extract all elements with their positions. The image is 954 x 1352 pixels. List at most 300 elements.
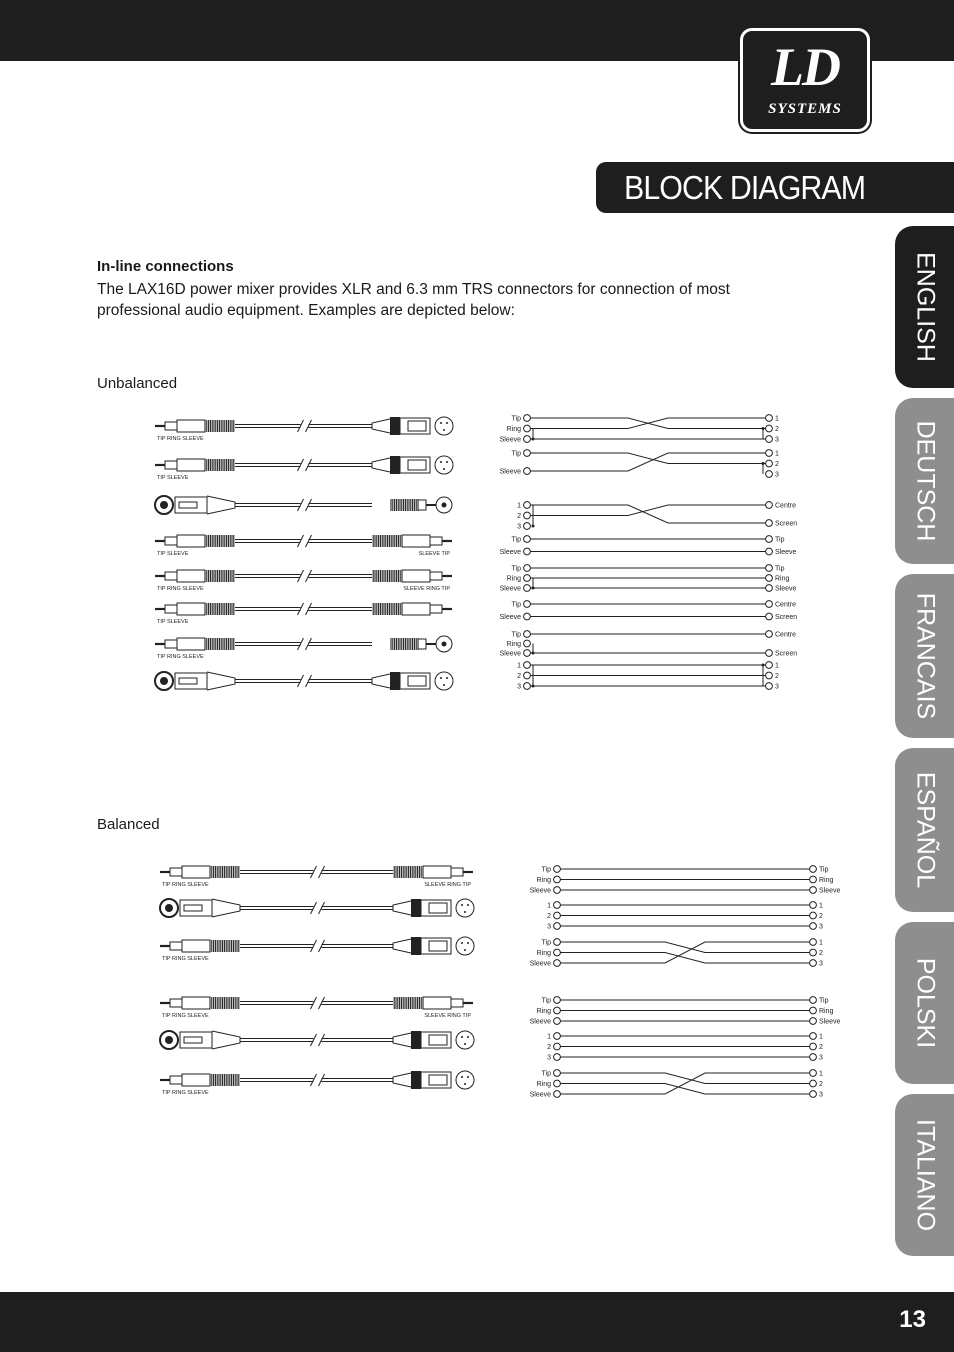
cable-break — [298, 638, 312, 650]
wiring-left-label: 2 — [547, 913, 551, 920]
wiring-right-label: 2 — [775, 426, 779, 433]
wiring-left-label: Sleeve — [499, 549, 521, 556]
xlr-pin — [467, 942, 469, 944]
xlr-pin — [467, 904, 469, 906]
xlr-pin — [461, 1076, 463, 1078]
cable-wire — [240, 907, 314, 910]
cable-wire — [235, 464, 301, 467]
xlr-male-boot — [393, 1073, 411, 1087]
wiring-left-label: 3 — [517, 683, 521, 691]
wiring-node — [524, 536, 531, 543]
jack-shaft — [165, 461, 177, 469]
jack-collar — [182, 1074, 210, 1086]
xlr-male-boot — [393, 1033, 411, 1047]
wiring-right-label: 2 — [819, 1081, 823, 1088]
wiring-line — [530, 418, 765, 429]
jack-shaft — [165, 640, 177, 648]
wiring-node — [524, 502, 531, 509]
wiring-line — [530, 453, 765, 464]
wiring-left-label: Sleeve — [499, 468, 521, 476]
jack-shaft — [170, 1076, 182, 1084]
xlr-male-latch — [429, 941, 447, 951]
wiring-node — [766, 425, 773, 432]
cable-wire — [322, 1002, 394, 1005]
wiring-node — [810, 1043, 817, 1050]
cable-left-label: TIP RING SLEEVE — [162, 956, 209, 962]
wiring-right-label: 2 — [775, 461, 779, 468]
jack-collar — [402, 535, 430, 547]
wiring-unbalanced-2 — [500, 450, 779, 479]
cable-left-label: TIP SLEEVE — [157, 475, 189, 481]
wiring-node — [554, 1070, 561, 1077]
wiring-node — [810, 1033, 817, 1040]
xlr-pin — [446, 422, 448, 424]
wiring-node — [810, 1054, 817, 1061]
tab-polski[interactable] — [895, 922, 954, 1084]
xlr-female-boot — [207, 672, 235, 690]
xlr-pin — [440, 422, 442, 424]
wiring-node — [810, 1091, 817, 1098]
wiring-node — [524, 585, 531, 592]
wiring-node — [810, 866, 817, 873]
cable-wire — [309, 643, 373, 646]
wiring-left-label: Sleeve — [529, 887, 551, 895]
wiring-node — [524, 468, 531, 475]
xlr-male-latch — [429, 1035, 447, 1045]
tab-francais[interactable] — [895, 574, 954, 738]
rca-collar — [418, 639, 426, 649]
wiring-junction — [762, 664, 765, 667]
xlr-male-grip — [390, 456, 400, 474]
xlr-female-socket — [165, 1036, 173, 1044]
wiring-balanced-1 — [530, 866, 841, 895]
xlr-female-face — [160, 899, 178, 917]
xlr-female-boot — [212, 1031, 240, 1049]
wiring-right-label: 2 — [819, 950, 823, 957]
jack-shaft — [170, 868, 182, 876]
wiring-node — [554, 876, 561, 883]
xlr-female-body — [180, 900, 212, 916]
cable-wire — [322, 1039, 394, 1042]
wiring-node — [554, 887, 561, 894]
wiring-node — [554, 1091, 561, 1098]
wiring-right-label: 1 — [775, 662, 779, 670]
wiring-node — [554, 949, 561, 956]
xlr-female-socket — [165, 904, 173, 912]
wiring-right-label: 2 — [819, 913, 823, 920]
cable-balanced-5 — [160, 1031, 474, 1049]
wiring-right-label: Centre — [775, 601, 797, 609]
xlr-pin — [446, 677, 448, 679]
wiring-node — [810, 1070, 817, 1077]
wiring-node — [766, 565, 773, 572]
wiring-node — [554, 939, 561, 946]
cable-wire — [235, 575, 301, 578]
cable-left-label: TIP RING SLEEVE — [157, 586, 204, 592]
wiring-left-label: Tip — [511, 601, 521, 609]
wiring-node — [810, 912, 817, 919]
wiring-left-label: 3 — [547, 923, 551, 931]
rca-face — [436, 636, 452, 652]
wiring-left-label: Ring — [506, 575, 521, 583]
wiring-right-label: Sleeve — [819, 1018, 841, 1026]
wiring-line — [530, 453, 765, 471]
wiring-left-label: 1 — [517, 502, 521, 510]
xlr-male-face — [435, 672, 453, 690]
wiring-left-label: Sleeve — [499, 436, 521, 444]
xlr-pin — [464, 949, 466, 951]
wiring-left-label: Tip — [541, 1070, 551, 1078]
wiring-left-label: Tip — [511, 415, 521, 423]
wiring-node — [554, 960, 561, 967]
wiring-right-label: 1 — [819, 1033, 823, 1041]
wiring-node — [810, 923, 817, 930]
jack-collar — [177, 603, 205, 615]
tab-label: FRANCAIS — [911, 592, 939, 720]
cable-break — [298, 459, 312, 471]
wiring-left-label: 1 — [547, 1033, 551, 1041]
cable-right-label: SLEEVE TIP — [418, 551, 450, 557]
wiring-right-label: 1 — [819, 902, 823, 910]
xlr-pin — [467, 1076, 469, 1078]
title-banner — [596, 162, 954, 213]
xlr-female-body — [175, 497, 207, 513]
wiring-left-label: Tip — [541, 997, 551, 1005]
wiring-node — [766, 683, 773, 690]
wiring-junction — [532, 685, 535, 688]
cable-break — [298, 570, 312, 582]
wiring-node — [766, 631, 773, 638]
wiring-node — [766, 436, 773, 443]
jack-shaft — [165, 422, 177, 430]
wiring-node — [524, 613, 531, 620]
wiring-line — [560, 953, 809, 964]
jack-shaft — [165, 605, 177, 613]
wiring-right-label: 3 — [819, 1091, 823, 1099]
wiring-right-label: 3 — [775, 683, 779, 691]
cable-wire — [322, 1079, 394, 1082]
wiring-balanced-2 — [547, 902, 823, 931]
wiring-line — [530, 505, 765, 523]
wiring-right-label: 3 — [775, 471, 779, 479]
cable-left-label: TIP RING SLEEVE — [162, 1013, 209, 1019]
tab-deutsch[interactable] — [895, 398, 954, 564]
wiring-node — [766, 415, 773, 422]
cable-right-label: SLEEVE RING TIP — [424, 882, 471, 888]
cable-wire — [322, 907, 394, 910]
wiring-node — [810, 960, 817, 967]
xlr-male-face — [435, 456, 453, 474]
xlr-female-socket — [160, 677, 168, 685]
wiring-left-label: 1 — [547, 902, 551, 910]
xlr-male-grip — [411, 1071, 421, 1089]
wiring-node — [766, 662, 773, 669]
wiring-right-label: Ring — [775, 575, 790, 583]
xlr-pin — [440, 677, 442, 679]
rca-pin — [442, 503, 447, 508]
wiring-right-label: 2 — [819, 1044, 823, 1051]
wiring-left-label: Ring — [536, 877, 551, 884]
cable-wire — [240, 1002, 314, 1005]
wiring-unbalanced-4 — [500, 536, 797, 556]
jack-shaft — [430, 605, 442, 613]
wiring-node — [524, 436, 531, 443]
wiring-right-label: Centre — [775, 502, 797, 510]
wiring-unbalanced-7 — [500, 631, 798, 658]
cable-break — [311, 866, 325, 878]
jack-shaft — [165, 537, 177, 545]
xlr-pin — [443, 684, 445, 686]
cable-balanced-2 — [160, 899, 474, 917]
cable-wire — [309, 540, 373, 543]
xlr-male-latch — [408, 676, 426, 686]
xlr-male-boot — [393, 939, 411, 953]
jack-collar — [182, 866, 210, 878]
wiring-node — [524, 672, 531, 679]
wiring-node — [766, 450, 773, 457]
wiring-node — [554, 1018, 561, 1025]
xlr-pin — [464, 911, 466, 913]
xlr-male-body — [421, 1072, 451, 1088]
wiring-line — [560, 1073, 809, 1084]
wiring-node — [524, 575, 531, 582]
wiring-junction — [532, 587, 535, 590]
wiring-node — [810, 887, 817, 894]
wiring-line — [560, 942, 809, 953]
wiring-node — [524, 523, 531, 530]
wiring-node — [554, 912, 561, 919]
wiring-node — [554, 923, 561, 930]
tab-label: ITALIANO — [911, 1118, 939, 1232]
jack-collar — [423, 866, 451, 878]
cable-wire — [240, 945, 314, 948]
cable-break — [298, 675, 312, 687]
jack-collar — [177, 638, 205, 650]
wiring-left-label: Ring — [536, 1081, 551, 1088]
xlr-female-latch — [184, 905, 202, 911]
xlr-male-body — [421, 1032, 451, 1048]
wiring-node — [766, 471, 773, 478]
wiring-right-label: Sleeve — [775, 585, 797, 593]
cable-unbalanced-7 — [155, 636, 452, 660]
wiring-right-label: Ring — [819, 877, 834, 884]
wiring-junction — [762, 462, 765, 465]
cable-balanced-6 — [160, 1071, 474, 1096]
wiring-balanced-5 — [547, 1033, 823, 1062]
wiring-left-label: Tip — [511, 631, 521, 639]
cable-wire — [235, 680, 301, 683]
xlr-male-body — [421, 900, 451, 916]
jack-shaft — [170, 942, 182, 950]
wiring-node — [554, 866, 561, 873]
wiring-left-label: Tip — [511, 450, 521, 458]
wiring-node — [524, 450, 531, 457]
wiring-right-label: Tip — [819, 866, 829, 874]
wiring-left-label: Tip — [541, 866, 551, 874]
wiring-left-label: 2 — [517, 513, 521, 520]
jack-collar — [402, 603, 430, 615]
wiring-node — [766, 502, 773, 509]
xlr-female-latch — [179, 502, 197, 508]
cable-wire — [309, 464, 373, 467]
wiring-node — [554, 902, 561, 909]
cable-break — [298, 499, 312, 511]
wiring-right-label: 3 — [819, 1054, 823, 1062]
xlr-male-face — [435, 417, 453, 435]
wiring-left-label: 3 — [517, 523, 521, 531]
wiring-left-label: Sleeve — [499, 650, 521, 658]
xlr-male-latch — [408, 460, 426, 470]
wiring-node — [810, 902, 817, 909]
cable-break — [311, 1034, 325, 1046]
wiring-left-label: 2 — [547, 1044, 551, 1051]
cable-wire — [309, 608, 373, 611]
wiring-line — [530, 418, 765, 429]
wiring-right-label: Centre — [775, 631, 797, 639]
wiring-node — [810, 939, 817, 946]
section-intro: The LAX16D power mixer provides XLR and 6.3 mm TRS connectors for connection of most professional audio equipment. Examples are depicted below: — [97, 281, 730, 319]
xlr-male-face — [456, 1071, 474, 1089]
xlr-female-face — [160, 1031, 178, 1049]
cable-wire — [322, 945, 394, 948]
wiring-node — [524, 631, 531, 638]
cable-left-label: TIP RING SLEEVE — [162, 882, 209, 888]
cable-left-label: TIP SLEEVE — [157, 619, 189, 625]
jack-collar — [182, 997, 210, 1009]
tab-label: DEUTSCH — [911, 420, 939, 542]
jack-shaft — [430, 572, 442, 580]
rca-pin — [442, 642, 447, 647]
xlr-pin — [446, 461, 448, 463]
cable-wire — [235, 643, 301, 646]
wiring-line — [560, 942, 809, 963]
tab-espanol[interactable] — [895, 748, 954, 912]
xlr-male-body — [400, 418, 430, 434]
cable-right-label: SLEEVE RING TIP — [403, 586, 450, 592]
rca-face — [436, 497, 452, 513]
xlr-male-grip — [390, 672, 400, 690]
wiring-node — [524, 565, 531, 572]
xlr-male-face — [456, 1031, 474, 1049]
xlr-male-latch — [429, 1075, 447, 1085]
wiring-right-label: 1 — [775, 450, 779, 458]
wiring-right-label: Tip — [775, 565, 785, 573]
cable-wire — [240, 1079, 314, 1082]
wiring-junction — [762, 427, 765, 430]
xlr-pin — [461, 942, 463, 944]
page-title: BLOCK DIAGRAM — [624, 169, 866, 206]
wiring-node — [766, 460, 773, 467]
balanced-label: Balanced — [97, 816, 160, 833]
wiring-unbalanced-3 — [517, 502, 797, 531]
cable-break — [298, 603, 312, 615]
jack-shaft — [451, 999, 463, 1007]
jack-shaft — [451, 868, 463, 876]
wiring-right-label: Sleeve — [819, 887, 841, 895]
cable-unbalanced-5 — [155, 570, 452, 592]
wiring-line — [530, 505, 765, 516]
wiring-node — [810, 949, 817, 956]
xlr-pin — [467, 1036, 469, 1038]
jack-collar — [177, 459, 205, 471]
wiring-unbalanced-5 — [500, 565, 797, 593]
cable-wire — [240, 871, 314, 874]
cable-balanced-1 — [160, 866, 473, 888]
tab-italiano[interactable] — [895, 1094, 954, 1256]
wiring-node — [766, 613, 773, 620]
cable-wire — [309, 575, 373, 578]
xlr-female-socket — [160, 501, 168, 509]
xlr-pin — [440, 461, 442, 463]
jack-collar — [177, 570, 205, 582]
wiring-right-label: 2 — [775, 673, 779, 680]
wiring-node — [766, 672, 773, 679]
cable-wire — [235, 540, 301, 543]
xlr-female-body — [180, 1032, 212, 1048]
wiring-left-label: Ring — [536, 1008, 551, 1015]
wiring-left-label: Sleeve — [529, 1091, 551, 1099]
cable-balanced-3 — [160, 937, 474, 962]
tab-english[interactable] — [895, 226, 954, 388]
xlr-male-latch — [429, 903, 447, 913]
wiring-node — [810, 1007, 817, 1014]
wiring-left-label: Sleeve — [499, 585, 521, 593]
wiring-node — [554, 1054, 561, 1061]
jack-collar — [177, 535, 205, 547]
wiring-right-label: 3 — [775, 436, 779, 444]
wiring-right-label: 1 — [819, 939, 823, 947]
cable-unbalanced-1 — [155, 417, 453, 442]
unbalanced-label: Unbalanced — [97, 375, 178, 392]
wiring-junction — [532, 652, 535, 655]
cable-left-label: TIP SLEEVE — [157, 551, 189, 557]
cable-break — [311, 997, 325, 1009]
xlr-male-body — [421, 938, 451, 954]
cable-left-label: TIP RING SLEEVE — [157, 654, 204, 660]
wiring-node — [554, 997, 561, 1004]
cable-wire — [322, 871, 394, 874]
wiring-left-label: 2 — [517, 673, 521, 680]
logo-sub-text: SYSTEMS — [768, 101, 842, 117]
xlr-male-latch — [408, 421, 426, 431]
xlr-pin — [461, 1036, 463, 1038]
wiring-right-label: Sleeve — [775, 549, 797, 556]
logo-main-text: LD — [771, 37, 839, 97]
bottom-bar — [0, 1292, 954, 1352]
cable-right-label: SLEEVE RING TIP — [424, 1013, 471, 1019]
section-heading: In-line connections — [97, 258, 234, 275]
cable-break — [298, 535, 312, 547]
xlr-male-boot — [372, 419, 390, 433]
wiring-node — [524, 548, 531, 555]
wiring-right-label: Screen — [775, 650, 798, 658]
wiring-node — [810, 876, 817, 883]
wiring-left-label: Ring — [536, 950, 551, 957]
cable-wire — [235, 608, 301, 611]
jack-collar — [182, 940, 210, 952]
wiring-line — [560, 1073, 809, 1094]
wiring-node — [766, 520, 773, 527]
wiring-balanced-4 — [530, 997, 841, 1026]
wiring-node — [766, 585, 773, 592]
wiring-left-label: Ring — [506, 426, 521, 433]
wiring-node — [766, 601, 773, 608]
cable-unbalanced-8 — [155, 672, 453, 690]
xlr-female-face — [155, 496, 173, 514]
wiring-node — [766, 575, 773, 582]
xlr-female-boot — [212, 899, 240, 917]
cable-wire — [235, 504, 301, 507]
